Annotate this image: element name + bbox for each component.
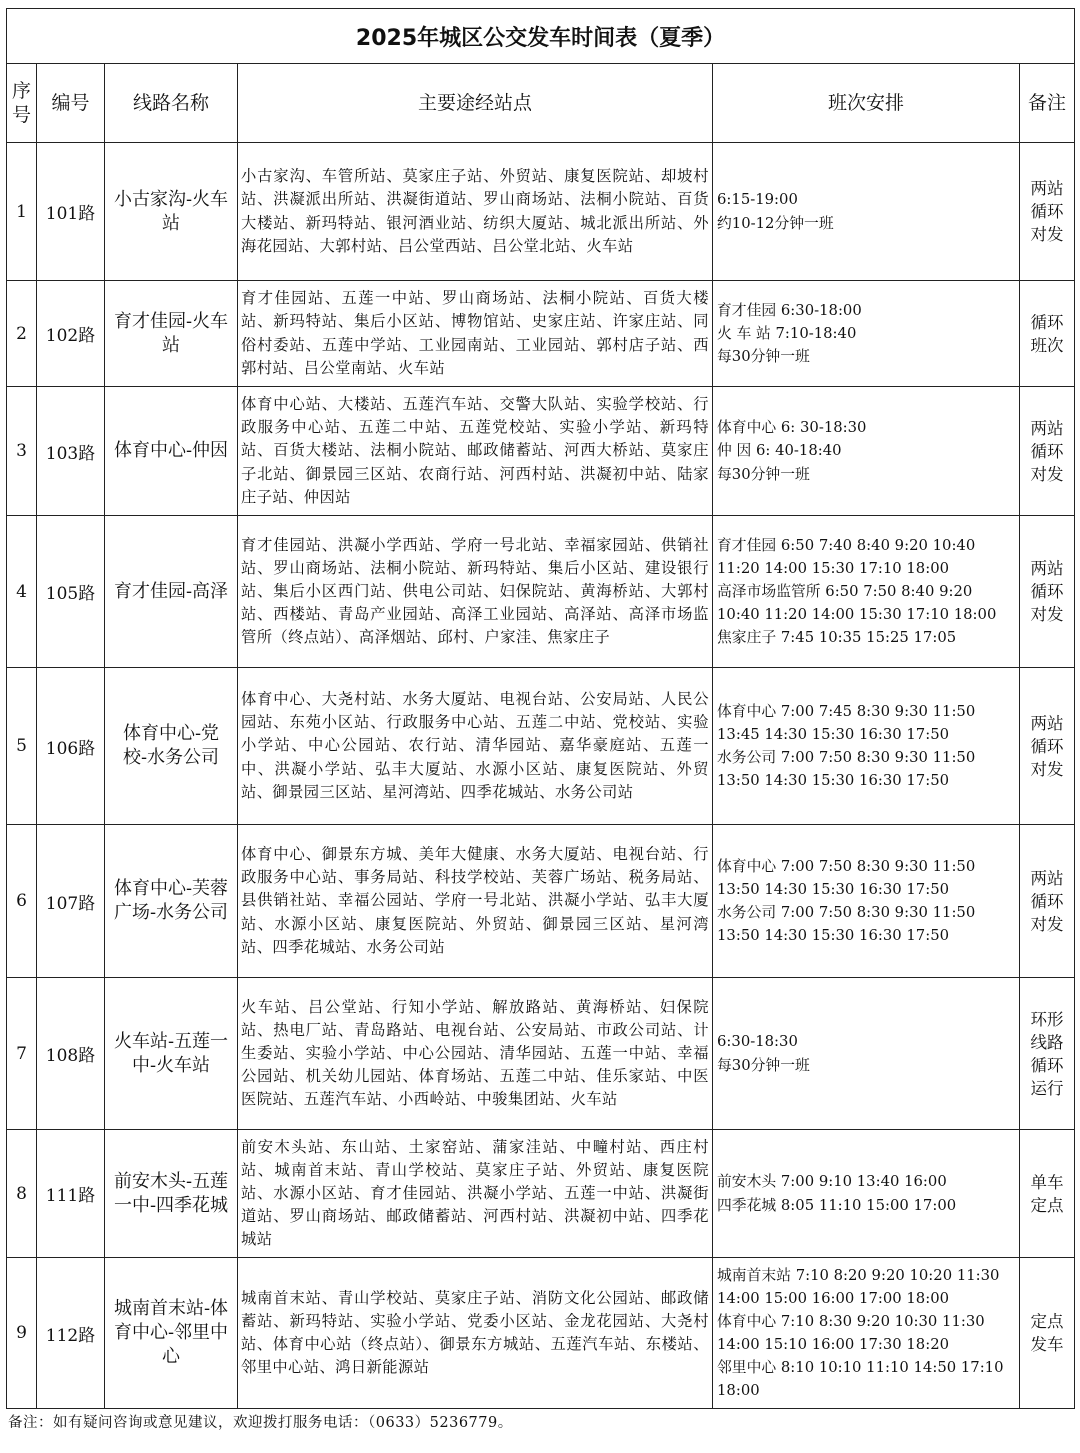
row-route-name: 育才佳园-火车站 <box>105 281 238 387</box>
table-row <box>7 387 1075 516</box>
row-stops: 火车站、吕公堂站、行知小学站、解放路站、黄海桥站、妇保院站、热电厂站、青岛路站、电视台站、公安局站、市政公司站、计生委站、实验小学站、中心公园站、清华园站、五莲一中站、幸福公园站、机关幼儿园站、体育场站、五莲二中站、佳乐家站、中医医院站、五莲汽车站、小西岭站、中骏集团站、火车站 <box>238 978 713 1130</box>
header-schedule: 班次安排 <box>713 64 1020 143</box>
row-remark: 两站循环对发 <box>1020 516 1075 668</box>
row-remark: 单车定点 <box>1020 1130 1075 1258</box>
row-route-name: 前安木头-五莲一中-四季花城 <box>105 1130 238 1258</box>
row-schedule: 育才佳园 6:50 7:40 8:40 9:20 10:40 11:20 14:00 15:30 17:10 18:00 高泽市场监管所 6:50 7:50 8:40 9:20 10:40 11:20 14:00 15:30 17:10 18:00 焦家庄子 7:45 10:35 15:25 17:05 <box>713 516 1020 668</box>
table-row <box>7 1130 1075 1258</box>
header-stops: 主要途经站点 <box>238 64 713 143</box>
row-seq: 8 <box>7 1130 37 1258</box>
row-seq: 7 <box>7 978 37 1130</box>
row-schedule: 城南首末站 7:10 8:20 9:20 10:20 11:30 14:00 15:00 16:00 17:00 18:00 体育中心 7:10 8:30 9:20 10:30 11:30 14:00 15:10 16:00 17:30 18:20 邻里中心 8:10 10:10 11:10 14:50 17:10 18:00 <box>713 1258 1020 1409</box>
row-seq: 2 <box>7 281 37 387</box>
page-title: 2025年城区公交发车时间表（夏季） <box>7 9 1075 64</box>
row-remark: 两站循环对发 <box>1020 668 1075 825</box>
row-code: 105路 <box>37 516 105 668</box>
row-route-name: 育才佳园-高泽 <box>105 516 238 668</box>
row-seq: 3 <box>7 387 37 516</box>
row-code: 106路 <box>37 668 105 825</box>
header-route-name: 线路名称 <box>105 64 238 143</box>
table-row <box>7 978 1075 1130</box>
footer-note: 备注：如有疑问咨询或意见建议，欢迎拨打服务电话：（0633）5236779。 <box>8 1415 513 1431</box>
row-code: 108路 <box>37 978 105 1130</box>
row-seq: 5 <box>7 668 37 825</box>
row-code: 112路 <box>37 1258 105 1409</box>
row-code: 111路 <box>37 1130 105 1258</box>
row-schedule: 育才佳园 6:30-18:00 火 车 站 7:10-18:40 每30分钟一班 <box>713 281 1020 387</box>
row-stops: 育才佳园站、五莲一中站、罗山商场站、法桐小院站、百货大楼站、新玛特站、集后小区站、博物馆站、史家庄站、许家庄站、同俗村委站、五莲中学站、工业园南站、工业园站、郭村店子站、西郭村站、吕公堂南站、火车站 <box>238 281 713 387</box>
row-seq: 6 <box>7 825 37 978</box>
table-row <box>7 1258 1075 1409</box>
row-stops: 体育中心、御景东方城、美年大健康、水务大厦站、电视台站、行政服务中心站、事务局站、科技学校站、芙蓉广场站、税务局站、县供销社站、幸福公园站、学府一号北站、洪凝小学站、弘丰大厦站、水源小区站、康复医院站、外贸站、御景园三区站、星河湾站、四季花城站、水务公司站 <box>238 825 713 978</box>
row-stops: 城南首末站、青山学校站、莫家庄子站、消防文化公园站、邮政储蓄站、新玛特站、实验小学站、党委小区站、金龙花园站、大尧村站、体育中心站（终点站）、御景东方城站、五莲汽车站、东楼站、邻里中心站、鸿日新能源站 <box>238 1258 713 1409</box>
row-code: 107路 <box>37 825 105 978</box>
table-row <box>7 516 1075 668</box>
header-row <box>7 64 1075 143</box>
row-remark: 两站循环对发 <box>1020 143 1075 281</box>
row-stops: 体育中心站、大楼站、五莲汽车站、交警大队站、实验学校站、行政服务中心站、五莲二中站、五莲党校站、实验小学站、新玛特站、百货大楼站、法桐小院站、邮政储蓄站、河西大桥站、莫家庄子北站、御景园三区站、农商行站、河西村站、洪凝初中站、陆家庄子站、仲因站 <box>238 387 713 516</box>
row-remark: 环形线路循环运行 <box>1020 978 1075 1130</box>
row-code: 102路 <box>37 281 105 387</box>
row-seq: 1 <box>7 143 37 281</box>
row-remark: 定点发车 <box>1020 1258 1075 1409</box>
row-stops: 育才佳园站、洪凝小学西站、学府一号北站、幸福家园站、供销社站、罗山商场站、法桐小院站、新玛特站、集后小区站、建设银行站、集后小区西门站、供电公司站、妇保院站、黄海桥站、大郭村站、西楼站、青岛产业园站、高泽工业园站、高泽站、高泽市场监管所（终点站）、高泽烟站、邱村、户家洼、焦家庄子 <box>238 516 713 668</box>
row-seq: 9 <box>7 1258 37 1409</box>
header-seq: 序号 <box>7 64 37 143</box>
row-stops: 体育中心、大尧村站、水务大厦站、电视台站、公安局站、人民公园站、东苑小区站、行政服务中心站、五莲二中站、党校站、实验小学站、中心公园站、农行站、清华园站、嘉华豪庭站、五莲一中、洪凝小学站、弘丰大厦站、水源小区站、康复医院站、外贸站、御景园三区站、星河湾站、四季花城站、水务公司站 <box>238 668 713 825</box>
row-schedule: 体育中心 6: 30-18:30 仲 因 6: 40-18:40 每30分钟一班 <box>713 387 1020 516</box>
row-route-name: 体育中心-芙蓉广场-水务公司 <box>105 825 238 978</box>
row-route-name: 火车站-五莲一中-火车站 <box>105 978 238 1130</box>
row-schedule: 前安木头 7:00 9:10 13:40 16:00 四季花城 8:05 11:10 15:00 17:00 <box>713 1130 1020 1258</box>
row-remark: 循环班次 <box>1020 281 1075 387</box>
row-stops: 小古家沟、车管所站、莫家庄子站、外贸站、康复医院站、却坡村站、洪凝派出所站、洪凝街道站、罗山商场站、法桐小院站、百货大楼站、新玛特站、银河酒业站、纺织大厦站、城北派出所站、外海花园站、大郭村站、吕公堂西站、吕公堂北站、火车站 <box>238 143 713 281</box>
row-stops: 前安木头站、东山站、土家窑站、蒲家洼站、中疃村站、西庄村站、城南首末站、青山学校站、莫家庄子站、外贸站、康复医院站、水源小区站、育才佳园站、洪凝小学站、五莲一中站、洪凝街道站、罗山商场站、邮政储蓄站、河西村站、洪凝初中站、四季花城站 <box>238 1130 713 1258</box>
row-schedule: 6:30-18:30 每30分钟一班 <box>713 978 1020 1130</box>
row-remark: 两站循环对发 <box>1020 825 1075 978</box>
table-row <box>7 281 1075 387</box>
row-schedule: 体育中心 7:00 7:50 8:30 9:30 11:50 13:50 14:30 15:30 16:30 17:50 水务公司 7:00 7:50 8:30 9:30 11:50 13:50 14:30 15:30 16:30 17:50 <box>713 825 1020 978</box>
row-route-name: 城南首末站-体育中心-邻里中心 <box>105 1258 238 1409</box>
row-schedule: 体育中心 7:00 7:45 8:30 9:30 11:50 13:45 14:30 15:30 16:30 17:50 水务公司 7:00 7:50 8:30 9:30 11:50 13:50 14:30 15:30 16:30 17:50 <box>713 668 1020 825</box>
table-row <box>7 825 1075 978</box>
row-route-name: 小古家沟-火车站 <box>105 143 238 281</box>
row-seq: 4 <box>7 516 37 668</box>
bus-schedule-table <box>6 8 1075 1409</box>
header-code: 编号 <box>37 64 105 143</box>
row-code: 101路 <box>37 143 105 281</box>
row-schedule: 6:15-19:00 约10-12分钟一班 <box>713 143 1020 281</box>
row-remark: 两站循环对发 <box>1020 387 1075 516</box>
row-route-name: 体育中心-仲因 <box>105 387 238 516</box>
row-code: 103路 <box>37 387 105 516</box>
table-row <box>7 143 1075 281</box>
header-remark: 备注 <box>1020 64 1075 143</box>
table-row <box>7 668 1075 825</box>
row-route-name: 体育中心-党校-水务公司 <box>105 668 238 825</box>
